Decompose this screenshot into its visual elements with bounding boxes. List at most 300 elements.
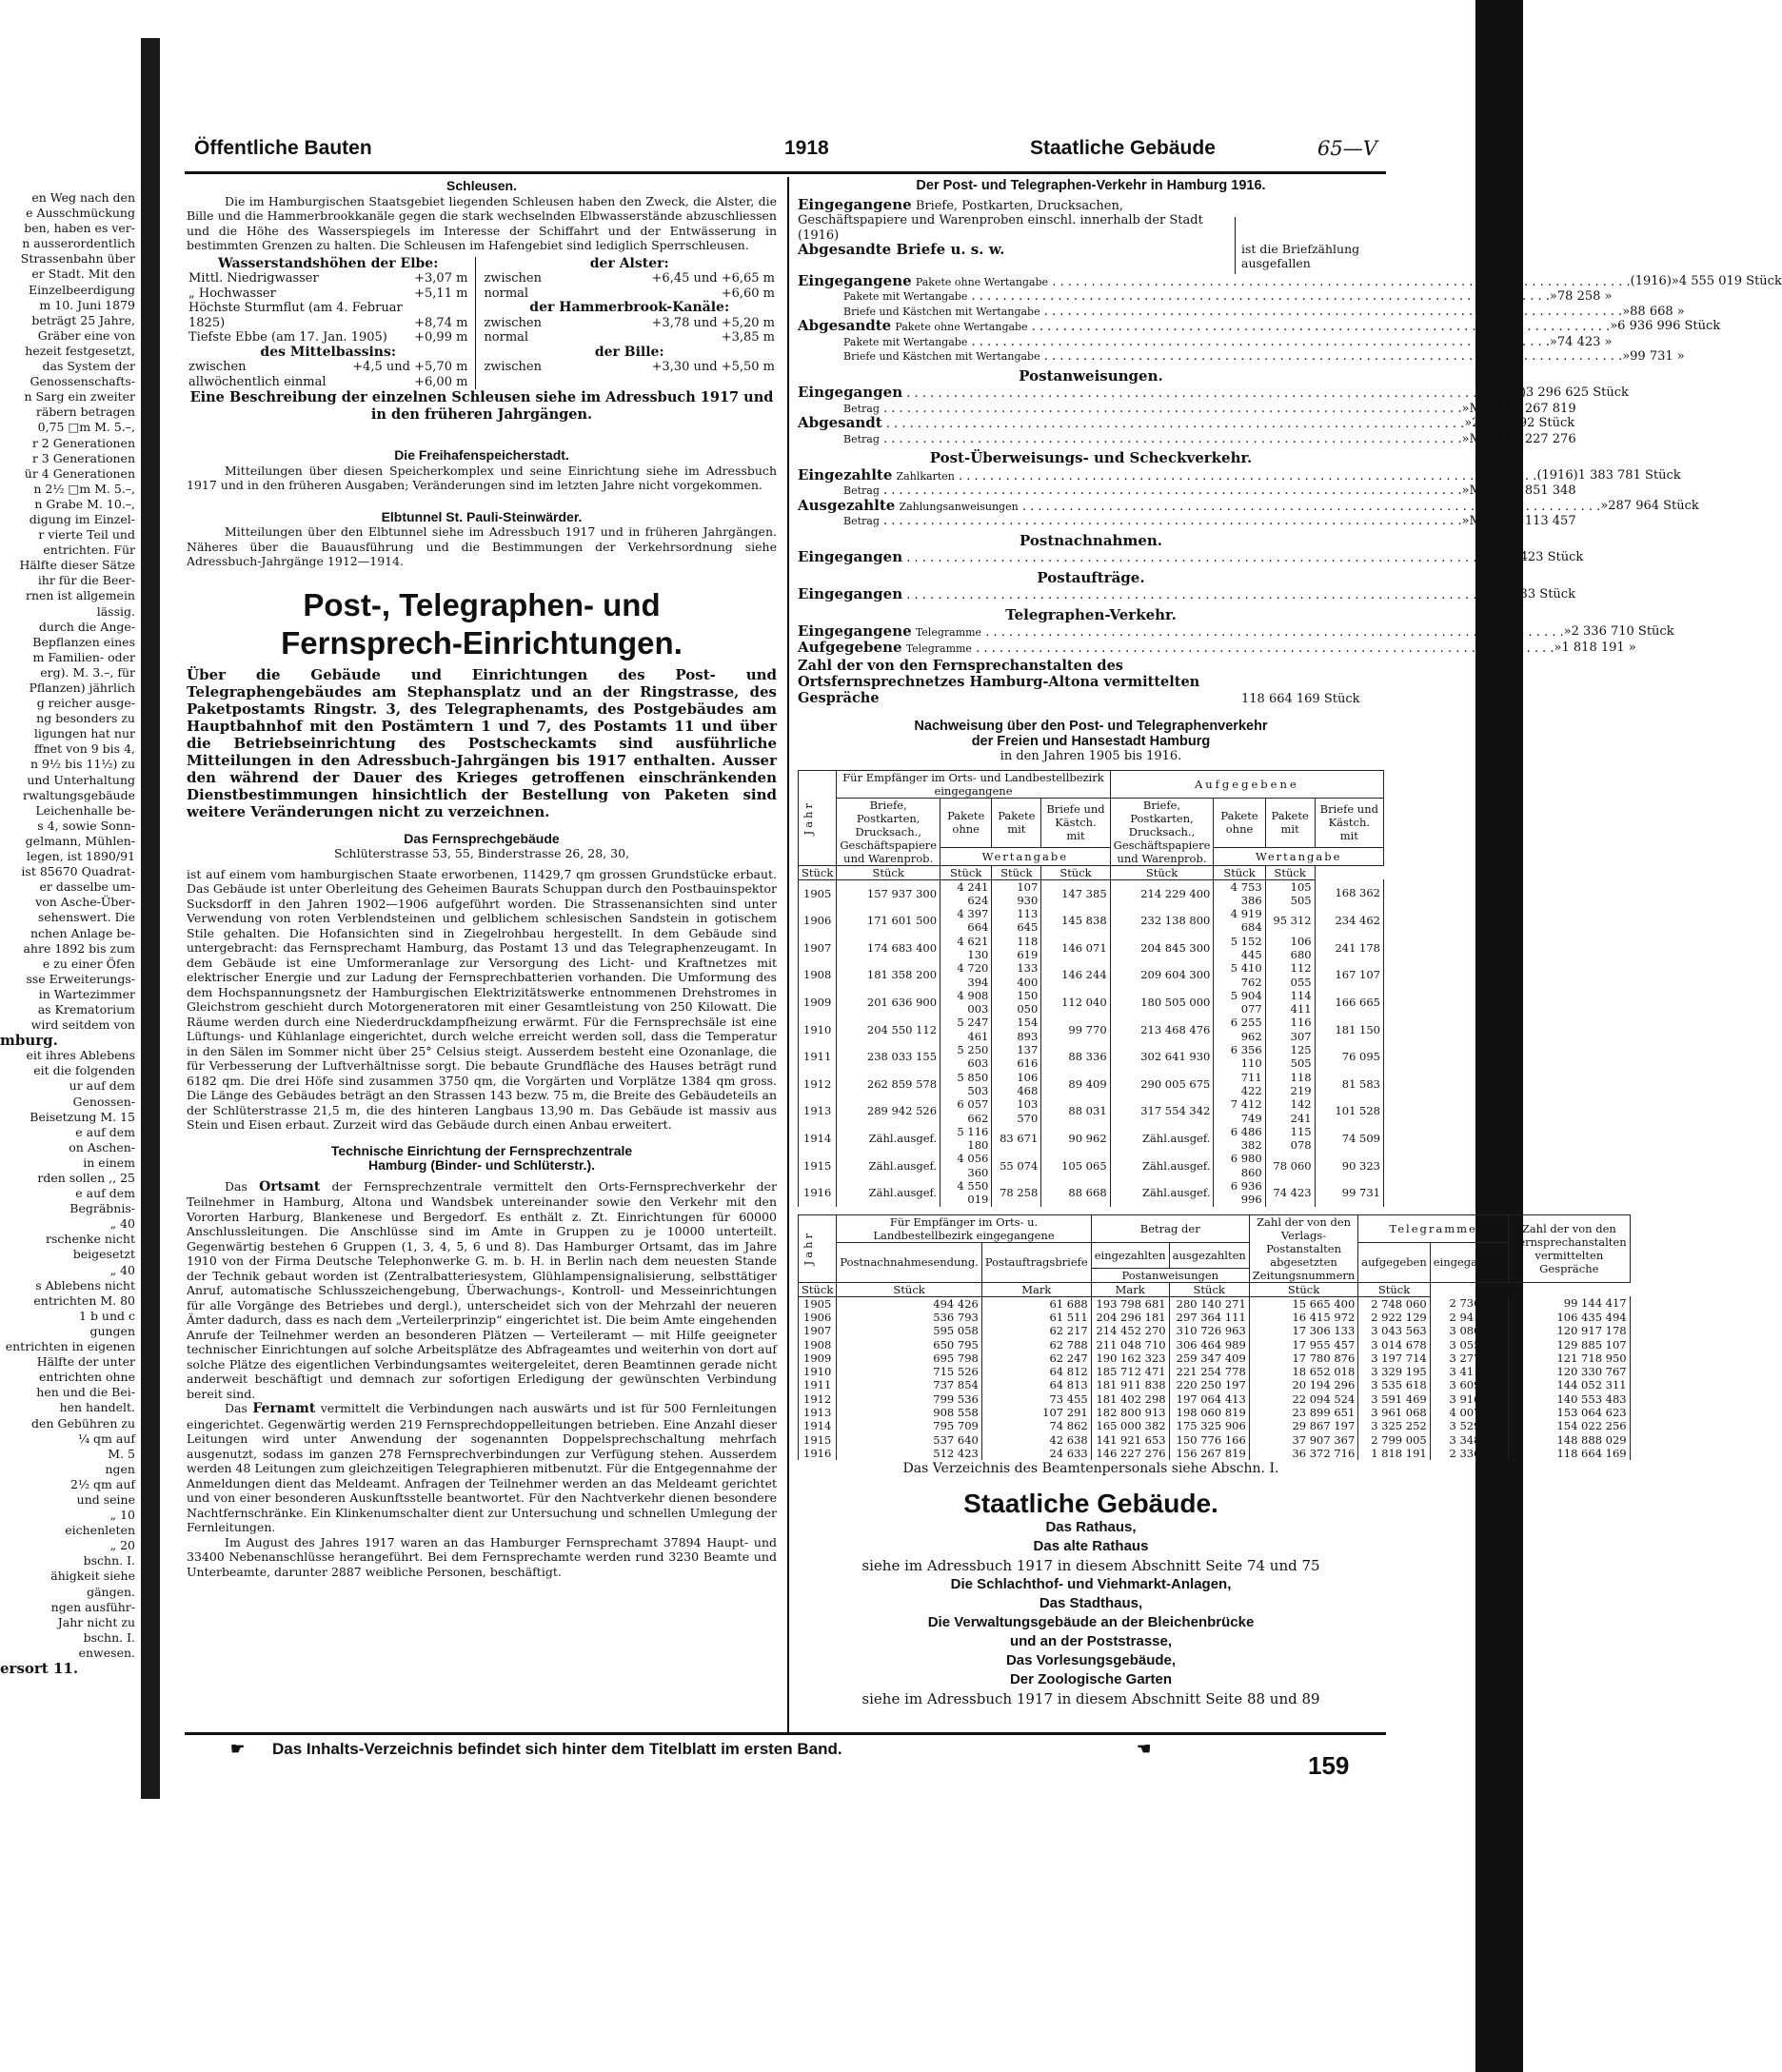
t1-value-cell: 5 152 445 (1214, 935, 1265, 962)
level-label: „ Hochwasser (188, 286, 276, 301)
fragment-line: mburg. (0, 1032, 58, 1050)
t2-value-cell: 140 553 483 (1509, 1392, 1631, 1406)
t1-value-cell: 105 065 (1041, 1152, 1110, 1179)
stat-label (798, 385, 1485, 402)
t1-value-cell: 78 060 (1265, 1152, 1315, 1179)
t2-value-cell: 197 064 413 (1169, 1392, 1249, 1406)
auftrag-rows (798, 585, 1575, 603)
staatliche-gebaeude-title: Staatliche Gebäude. (963, 1488, 1218, 1518)
t2-value-cell: 61 688 (981, 1296, 1091, 1311)
t1-wertangabe: Wertangabe (940, 848, 1111, 865)
stat-label-text: Betrag (843, 402, 880, 415)
t1-value-cell: 711 422 (1214, 1071, 1265, 1098)
t2-year-cell: 1914 (799, 1419, 837, 1432)
stat-arrow: » (1622, 304, 1631, 319)
fragment-line: entrichten ohne (39, 1370, 135, 1385)
t1-value-cell: 214 229 400 (1110, 879, 1214, 907)
stat-row (798, 585, 1575, 603)
fernsprech-title: Das Fernsprechgebäude (404, 830, 560, 846)
t1-value-cell: 83 671 (992, 1125, 1041, 1153)
t2-value-cell: 193 798 681 (1091, 1296, 1169, 1311)
briefe-desc: Briefe, Postkarten, Drucksachen, Geschäftspapiere und Warenproben einschl. innerhalb der Stadt (798, 198, 1203, 227)
alster-levels (482, 271, 777, 301)
t2-unit-cell: Mark (1091, 1282, 1169, 1296)
stat-arrow: » (1461, 483, 1470, 498)
ortsamt-text (187, 1179, 777, 1402)
t1-value-cell: 81 583 (1315, 1071, 1383, 1098)
level-row (482, 316, 777, 331)
fragment-line: hezeit festgesetzt, (25, 343, 135, 358)
ortsamt-lead: Das (225, 1178, 248, 1194)
t2-value-cell: 259 347 409 (1169, 1352, 1249, 1365)
t1-value-cell: 6 936 996 (1214, 1179, 1265, 1207)
t2-value-cell: 36 372 716 (1249, 1447, 1358, 1460)
t2-col-eingezahlt: eingezahlten (1091, 1242, 1169, 1268)
fragment-line: n 9½ bis 11½) zu (30, 757, 135, 772)
stat-year: (1916) (1484, 385, 1526, 400)
t1-col-pakete-mit-aufg: Pakete mit (1265, 798, 1315, 848)
t2-value-cell: 4 007 028 (1430, 1406, 1508, 1419)
stat-arrow: » (1461, 514, 1470, 528)
t1-jahr-header: Jahr (799, 770, 837, 865)
running-header (185, 137, 1386, 166)
elbtunnel-title: Elbtunnel St. Pauli-Steinwärder. (381, 508, 583, 524)
stat-label-text: Briefe und Kästchen mit Wertangabe (843, 350, 1040, 363)
t1-value-cell: 181 358 200 (837, 961, 940, 989)
fragment-line: ist 85670 Quadrat- (21, 864, 135, 879)
stat-label-bold: Aufgegebene (798, 638, 902, 656)
elbe-levels (187, 271, 469, 345)
t2-value-cell: 3 329 195 (1358, 1365, 1430, 1378)
t2-value-cell: 175 325 906 (1169, 1419, 1249, 1432)
t1-year-cell: 1914 (799, 1125, 837, 1153)
fragment-line: Bepflanzen eines (32, 634, 135, 649)
fragment-line: ng besonders zu (36, 711, 135, 726)
stat-label (798, 483, 1461, 499)
fragment-line: ersort 11. (0, 1660, 79, 1677)
stat-row (798, 271, 1782, 290)
fragment-line: ligungen hat nur (33, 726, 135, 741)
t1-value-cell: 4 720 394 (940, 961, 992, 989)
t2-value-cell: 62 247 (981, 1352, 1091, 1365)
stat-arrow: » (1549, 289, 1557, 304)
t2-value-cell: 107 291 (981, 1406, 1091, 1419)
tech-title-line-1: Technische Einrichtung der Fernsprechzentrale (330, 1142, 633, 1158)
t1-unit-cell: Stück (837, 865, 940, 879)
level-value: +3,07 m (414, 271, 468, 286)
t1-value-cell: 174 683 400 (837, 935, 940, 962)
fragment-line: rwaltungsgebäude (23, 787, 135, 802)
t2-value-cell: 16 415 972 (1249, 1311, 1358, 1324)
stat-label (798, 587, 1485, 603)
fragment-line: ür 4 Generationen (24, 465, 135, 481)
t2-value-cell: 22 094 524 (1249, 1392, 1358, 1406)
fernamt-text (187, 1401, 777, 1535)
stat-label-text: Telegramme (915, 626, 982, 639)
t2-value-cell: 17 780 876 (1249, 1352, 1358, 1365)
fragment-line: Beisetzung M. 15 (30, 1109, 135, 1124)
stat-label-bold: Eingegangene (798, 271, 912, 289)
t1-col-briefe-aufg: Briefe, Postkarten, Drucksach., Geschäftspapiere und Warenprob. (1110, 798, 1214, 865)
t1-row (799, 907, 1384, 935)
stat-value: 512 423 Stück (1492, 550, 1584, 564)
nachweisung-title (798, 720, 1384, 749)
t2-value-cell: 737 854 (837, 1378, 982, 1391)
fragment-line: ngen (105, 1461, 135, 1476)
t2-value-cell: 3 277 169 (1430, 1352, 1508, 1365)
t2-value-cell: 144 052 311 (1509, 1378, 1631, 1391)
t2-value-cell: 154 022 256 (1509, 1419, 1631, 1432)
stat-arrow: » (1563, 624, 1572, 639)
t2-value-cell: 536 793 (837, 1311, 982, 1324)
level-value: +3,78 und +5,20 m (651, 315, 775, 330)
book-gutter (141, 38, 160, 1799)
t2-value-cell: 99 144 417 (1509, 1296, 1631, 1311)
level-value: +3,85 m (721, 330, 775, 345)
footer-rule (185, 1732, 1386, 1735)
t2-body (799, 1296, 1631, 1460)
ortsamt-body: der Fernsprechzentrale vermittelt den Orts-Fernsprechverkehr der Teilnehmer in Hamburg, Altona und Wandsbek untereinander sowie den Verkehr mit den Vororten Harburg, Blankenese und Bergedorf. Es enthält z. Zt. Einrichtungen für 60000 Anschlussleitungen. Die Anschlüsse sind im Amte in Gruppen zu je 10000 unterteilt. Gegenwärtig bestehen 6 Gruppen (1, 3, 4, 5, 6 und 8). Das Hamburger Ortsamt, das im Jahre 1910 von der Firma Deutsche Telephonwerke G. m. b. H. in Berlin nach dem neuesten Stande der Technik gebaut worden ist (Zentralbatteriesystem, Glühlampensignalisierung, selbsttätiger Anruf, automatische Schlusszeichengebung, Überwachungs-, Kontroll- und Messeinrichtungen für alle Vorgänge des Betriebes und dergl.), unterscheidet sich von der Mehrzahl der neueren Ämter dadurch, dass es nach dem „Verteilerprinzip“ eingerichtet ist. Die beim Amte eingehenden Anrufe der Teilnehmer werden an besonderen Plätzen — Verteileramt — mit Hilfe geeigneter technischer Einrichtungen auf solche Arbeitsplätze des Abfrageamtes und weiterhin von dort auf solche Plätze des eigentlichen Verbindungsamtes weitergeleitet, deren Beamtinnen gerade nicht anderweit beschäftigt und demnach zur sofortigen Erledigung der gewünschten Verbindung bereit sind. (187, 1178, 777, 1401)
t1-col-briefe: Briefe, Postkarten, Drucksach., Geschäftspapiere und Warenprob. (837, 798, 940, 865)
level-row (482, 286, 777, 302)
t1-col-pakete-ohne: Pakete ohne (940, 798, 992, 848)
stat-label-text: Pakete ohne Wertangabe (915, 275, 1049, 288)
fragment-line: hen und die Bei- (36, 1385, 135, 1400)
t1-value-cell: 118 619 (992, 935, 1041, 962)
stat-label (798, 550, 1485, 566)
adjacent-page-fragment (0, 190, 141, 1818)
level-row (482, 330, 777, 345)
t1-value-cell: 89 409 (1041, 1071, 1110, 1098)
t2-value-cell: 310 726 963 (1169, 1324, 1249, 1337)
stat-label-bold: Eingegangene (798, 622, 912, 640)
gespraeche-label: Zahl der von den Fernsprechanstalten des Ortsfernsprechnetzes Hamburg-Altona vermittelten Gespräche (798, 658, 1200, 706)
fragment-line: legen, ist 1890/91 (26, 849, 135, 864)
t2-col-aufgegeben: aufgegeben (1358, 1242, 1430, 1282)
t1-value-cell: 114 411 (1265, 989, 1315, 1016)
t2-row (799, 1406, 1631, 1419)
august-text: Im August des Jahres 1917 waren an das Hamburger Fernsprechamt 37894 Haupt- und 33400 Nebenanschlüsse herangeführt. Bei dem Fernsprechamte werden rund 3230 Beamte und Unterbeamte, darunter 2887 weibliche Personen, beschäftigt. (187, 1534, 777, 1579)
level-row (482, 360, 777, 375)
fragment-line: s 4, sowie Sonn- (37, 818, 135, 833)
t1-value-cell: 232 138 800 (1110, 907, 1214, 935)
t1-value-cell: 99 731 (1315, 1179, 1383, 1207)
fragment-line: entrichten. Für (43, 543, 135, 558)
t2-unit-cell: Stück (1169, 1282, 1249, 1296)
header-folio: 65—V (1317, 137, 1377, 160)
t2-value-cell: 650 795 (837, 1338, 982, 1352)
fragment-line: gängen. (87, 1584, 135, 1599)
t1-unit-cell: Stück (799, 865, 837, 879)
t2-value-cell: 141 921 653 (1091, 1433, 1169, 1447)
fragment-line: entrichten in eigenen (5, 1339, 135, 1354)
water-levels (187, 257, 777, 390)
t2-value-cell: 120 330 767 (1509, 1365, 1631, 1378)
t1-year-cell: 1910 (799, 1016, 837, 1043)
fragment-line: „ 40 (109, 1262, 135, 1277)
post-intro: Über die Gebäude und Einrichtungen des Post- und Telegraphengebäudes am Stephansplatz und an der Ringstrasse, des Paketpostamts Ringstr. 3, des Telegraphenamts, des Postgebäudes am Hauptbahnhof mit den Postämtern 1 und 7, des Postamts 11 und über die Betriebseinrichtung des Postscheckamts sind ausführliche Mitteilungen in den Adressbuch-Jahrgängen bis 1917 enthalten. Ausser den während der Dauer des Krieges getroffenen einschränkenden Dienstbestimmungen hinsichtlich der Bestellung von Paketen sind weitere Veränderungen nicht zu verzeichnen. (187, 665, 777, 820)
fragment-line: as Krematorium (37, 1001, 135, 1016)
t1-value-cell: 5 850 503 (940, 1071, 992, 1098)
t2-value-cell: 2 941 969 (1430, 1311, 1508, 1324)
t2-year-cell: 1909 (799, 1352, 837, 1365)
stat-value: 4 555 019 Stück (1678, 273, 1782, 288)
level-value: +4,5 und +5,70 m (352, 360, 468, 374)
fragment-line: Begräbnis- (69, 1201, 135, 1216)
level-label: Mittl. Niedrigwasser (188, 271, 319, 286)
elbtunnel-text: Mitteilungen über den Elbtunnel siehe im Adressbuch 1917 und in früheren Jahrgängen. Näheres über die Bauausführung und die Bestimmungen der Verkehrsordnung siehe Adressbuch-Jahrgänge 1912—1914. (187, 524, 777, 568)
t2-value-cell: 2 922 129 (1358, 1311, 1430, 1324)
fragment-line: eichenleten (65, 1523, 135, 1538)
level-label: allwöchentlich einmal (188, 374, 327, 389)
t1-value-cell: 137 616 (992, 1043, 1041, 1071)
briefe-block (798, 195, 1384, 274)
t2-year-cell: 1908 (799, 1338, 837, 1352)
fragment-line: und Unterhaltung (27, 772, 135, 787)
mittel-levels (187, 360, 469, 389)
t1-col-kaestchen: Briefe und Kästch. mit (1041, 798, 1110, 848)
stat-row (798, 638, 1636, 657)
t1-value-cell: 302 641 930 (1110, 1043, 1214, 1071)
stat-label-text: Betrag (843, 432, 880, 445)
main-page (168, 95, 1782, 1789)
t2-value-cell: 695 798 (837, 1352, 982, 1365)
level-row (187, 375, 469, 390)
gebaeude-item: Die Verwaltungsgebäude an der Bleichenbrücke (927, 1614, 1255, 1631)
t1-year-cell: 1913 (799, 1097, 837, 1125)
t2-value-cell: 3 043 563 (1358, 1324, 1430, 1337)
t2-value-cell: 156 267 819 (1169, 1447, 1249, 1460)
level-value: +3,30 und +5,50 m (651, 360, 775, 374)
t2-value-cell: 24 633 (981, 1447, 1091, 1460)
t2-value-cell: 153 064 623 (1509, 1406, 1631, 1419)
fragment-line: Hälfte dieser Sätze (19, 558, 135, 573)
stat-arrow: » (1461, 431, 1470, 446)
fragment-line: e auf dem (75, 1124, 135, 1139)
t1-value-cell: 180 505 000 (1110, 989, 1214, 1016)
stat-row (798, 349, 1685, 365)
stat-value: 74 423 » (1556, 334, 1613, 349)
t1-year-cell: 1907 (799, 935, 837, 962)
t1-value-cell: 166 665 (1315, 989, 1383, 1016)
level-value: +0,99 m (414, 330, 468, 345)
t1-value-cell: 6 057 662 (940, 1097, 992, 1125)
t1-year-cell: 1908 (799, 961, 837, 989)
t1-value-cell: 154 893 (992, 1016, 1041, 1043)
level-label: zwischen (484, 271, 542, 286)
t2-value-cell: 3 591 469 (1358, 1392, 1430, 1406)
t2-units-row (799, 1282, 1631, 1296)
t1-year-cell: 1906 (799, 907, 837, 935)
t2-col-ausgezahlt: ausgezahlten (1169, 1242, 1249, 1268)
level-row (187, 301, 469, 330)
stat-row (798, 334, 1613, 350)
t2-col-auftrag: Postauftragsbriefe (981, 1242, 1091, 1282)
column-rule (787, 177, 789, 1733)
t1-value-cell: 78 258 (992, 1179, 1041, 1207)
briefe-note-1: ist die Briefzählung (1241, 241, 1360, 256)
stat-label-text: Zahlungsanweisungen (899, 500, 1019, 513)
fragment-line: rden sollen ,, 25 (37, 1171, 135, 1185)
t2-value-cell: 3 055 922 (1430, 1338, 1508, 1352)
t1-value-cell: 125 505 (1265, 1043, 1315, 1071)
stat-label (798, 465, 1536, 484)
stat-arrow: » (1484, 587, 1493, 602)
stat-value: 6 936 996 Stück (1617, 319, 1721, 333)
t1-value-cell: Zähl.ausgef. (1110, 1125, 1214, 1153)
stat-row (798, 496, 1699, 515)
fragment-line: in einem (83, 1154, 135, 1170)
t2-value-cell: 211 048 710 (1091, 1338, 1169, 1352)
fernamt-word: Fernamt (252, 1401, 316, 1416)
gebaeude-item: Das Stadthaus, (1039, 1595, 1143, 1612)
page-number: 159 (1308, 1751, 1350, 1780)
mittel-heading: des Mittelbassins: (260, 344, 397, 360)
fragment-line: n 2½ □m M. 5.–, (33, 481, 135, 496)
t2-value-cell: 148 888 029 (1509, 1433, 1631, 1447)
fragment-line: gelmann, Mühlen- (25, 833, 135, 848)
tech-title (187, 1144, 777, 1174)
fragment-line: g reicher ausge- (36, 696, 135, 711)
t1-unit-cell: Stück (992, 865, 1041, 879)
t1-value-cell: 101 528 (1315, 1097, 1383, 1125)
level-value: +8,74 m (414, 315, 468, 330)
gebaeude-item: Das Vorlesungsgebäude, (1005, 1652, 1177, 1669)
stat-label-text: Betrag (843, 484, 880, 497)
stat-label (798, 624, 1564, 641)
fragment-line: Genossenschafts- (30, 374, 135, 389)
t1-value-cell: 171 601 500 (837, 907, 940, 935)
fragment-line: m Familien- oder (32, 649, 135, 664)
t2-value-cell: 62 788 (981, 1338, 1091, 1352)
fragment-line: gungen (89, 1323, 135, 1338)
telegraphen-rows (798, 622, 1674, 656)
fragment-line: rnen ist allgemein (25, 588, 135, 603)
gebaeude-list-1 (798, 1518, 1384, 1556)
t2-value-cell: 129 885 107 (1509, 1338, 1631, 1352)
t1-value-cell: 103 570 (992, 1097, 1041, 1125)
gespraeche-value: 118 664 169 Stück (1241, 691, 1360, 706)
post-title-line-2: Fernsprech-Einrichtungen. (281, 624, 683, 661)
t1-value-cell: 168 362 (1315, 879, 1383, 907)
t2-value-cell: 150 776 166 (1169, 1433, 1249, 1447)
fragment-line: „ 20 (109, 1538, 135, 1553)
t1-value-cell: 142 241 (1265, 1097, 1315, 1125)
hand-pointer-right-icon: ☚ (1137, 1740, 1152, 1758)
stat-label (798, 416, 1464, 432)
t2-value-cell: 62 217 (981, 1324, 1091, 1337)
stat-label-text: Zahlkarten (896, 469, 955, 483)
gebaeude-note-1: siehe im Adressbuch 1917 in diesem Abschnitt Seite 74 und 75 (861, 1557, 1320, 1575)
t2-value-cell: 220 250 197 (1169, 1378, 1249, 1391)
t1-value-cell: 6 356 110 (1214, 1043, 1265, 1071)
stat-label-bold: Abgesandte (798, 317, 892, 334)
stat-label-bold: Eingezahlte (798, 465, 893, 483)
fragment-line: ahre 1892 bis zum (23, 940, 135, 956)
t1-value-cell: 241 178 (1315, 935, 1383, 962)
t2-year-cell: 1915 (799, 1433, 837, 1447)
t1-value-cell: 5 250 603 (940, 1043, 992, 1071)
t2-value-cell: 3 325 252 (1358, 1419, 1430, 1432)
stat-label-text: Briefe und Kästchen mit Wertangabe (843, 305, 1040, 318)
fragment-line: Einzelbeerdigung (28, 282, 135, 297)
stat-year: (1916) (1536, 467, 1578, 483)
t2-row (799, 1447, 1631, 1460)
t1-value-cell: 107 930 (992, 879, 1041, 907)
schleusen-note: Eine Beschreibung der einzelnen Schleusen siehe im Adressbuch 1917 und in den früheren Jahrgängen. (189, 389, 774, 423)
t1-value-cell: 146 071 (1041, 935, 1110, 962)
level-value: +5,11 m (414, 286, 468, 301)
t1-value-cell: 106 468 (992, 1071, 1041, 1098)
t2-value-cell: 3 535 618 (1358, 1378, 1430, 1391)
t2-row (799, 1311, 1631, 1324)
t1-value-cell: 116 307 (1265, 1016, 1315, 1043)
t2-row (799, 1433, 1631, 1447)
t2-value-cell: 494 426 (837, 1296, 982, 1311)
t2-value-cell: 3 529 136 (1430, 1419, 1508, 1432)
t1-row (799, 1016, 1384, 1043)
gespraeche-row (798, 658, 1384, 706)
t2-unit-cell: Stück (1358, 1282, 1430, 1296)
t1-value-cell: 113 645 (992, 907, 1041, 935)
stat-arrow: » (1464, 416, 1473, 430)
t2-group-betrag: Betrag der (1091, 1214, 1249, 1242)
t2-value-cell: 61 511 (981, 1311, 1091, 1324)
gebaeude-note-2: siehe im Adressbuch 1917 in diesem Abschnitt Seite 88 und 89 (861, 1690, 1320, 1708)
schleusen-title: Schleusen. (446, 178, 517, 193)
stat-value: 1 818 191 » (1561, 640, 1636, 655)
t1-value-cell: 4 550 019 (940, 1179, 992, 1207)
t2-value-cell: 3 411 552 (1430, 1365, 1508, 1378)
t1-year-cell: 1909 (799, 989, 837, 1016)
fragment-line: Jahr nicht zu (57, 1614, 135, 1629)
bille-heading: der Bille: (594, 344, 664, 360)
stat-value: 287 964 Stück (1608, 498, 1699, 513)
stat-label (798, 319, 1610, 335)
stat-row (798, 317, 1721, 335)
t1-value-cell: 6 486 382 (1214, 1125, 1265, 1153)
stat-arrow: » (1554, 640, 1562, 655)
t1-value-cell: Zähl.ausgef. (837, 1179, 940, 1207)
t2-value-cell: 204 296 181 (1091, 1311, 1169, 1324)
t2-unit-cell: Mark (981, 1282, 1091, 1296)
level-value: +6,45 und +6,65 m (651, 271, 775, 286)
stat-value: 2 516 992 Stück (1472, 416, 1575, 430)
fragment-line: ngen ausführ- (50, 1599, 135, 1614)
fragment-line: Hälfte der unter (36, 1354, 135, 1370)
stat-label (798, 432, 1461, 447)
right-column (798, 177, 1782, 1708)
t2-value-cell: 42 638 (981, 1433, 1091, 1447)
t2-value-cell: 2 736 249 (1430, 1296, 1508, 1311)
t1-value-cell: 5 904 077 (1214, 989, 1265, 1016)
fragment-line: „ 10 (109, 1508, 135, 1523)
hand-pointer-left-icon: ☛ (230, 1740, 246, 1758)
t2-value-cell: 185 712 471 (1091, 1365, 1169, 1378)
t2-year-cell: 1907 (799, 1324, 837, 1337)
fragment-line: räbern betragen (35, 405, 135, 420)
level-label: zwischen (484, 315, 542, 330)
header-year: 1918 (784, 137, 829, 159)
t2-col-eingegangen: eingegangen (1430, 1242, 1508, 1282)
fragment-line: wird seitdem von (30, 1017, 135, 1033)
nachnahme-rows (798, 548, 1584, 566)
t2-value-cell: 121 718 950 (1509, 1352, 1631, 1365)
t1-unit-cell: Stück (1041, 865, 1110, 879)
level-row (187, 271, 469, 286)
t2-year-cell: 1906 (799, 1311, 837, 1324)
left-column (187, 177, 777, 1579)
